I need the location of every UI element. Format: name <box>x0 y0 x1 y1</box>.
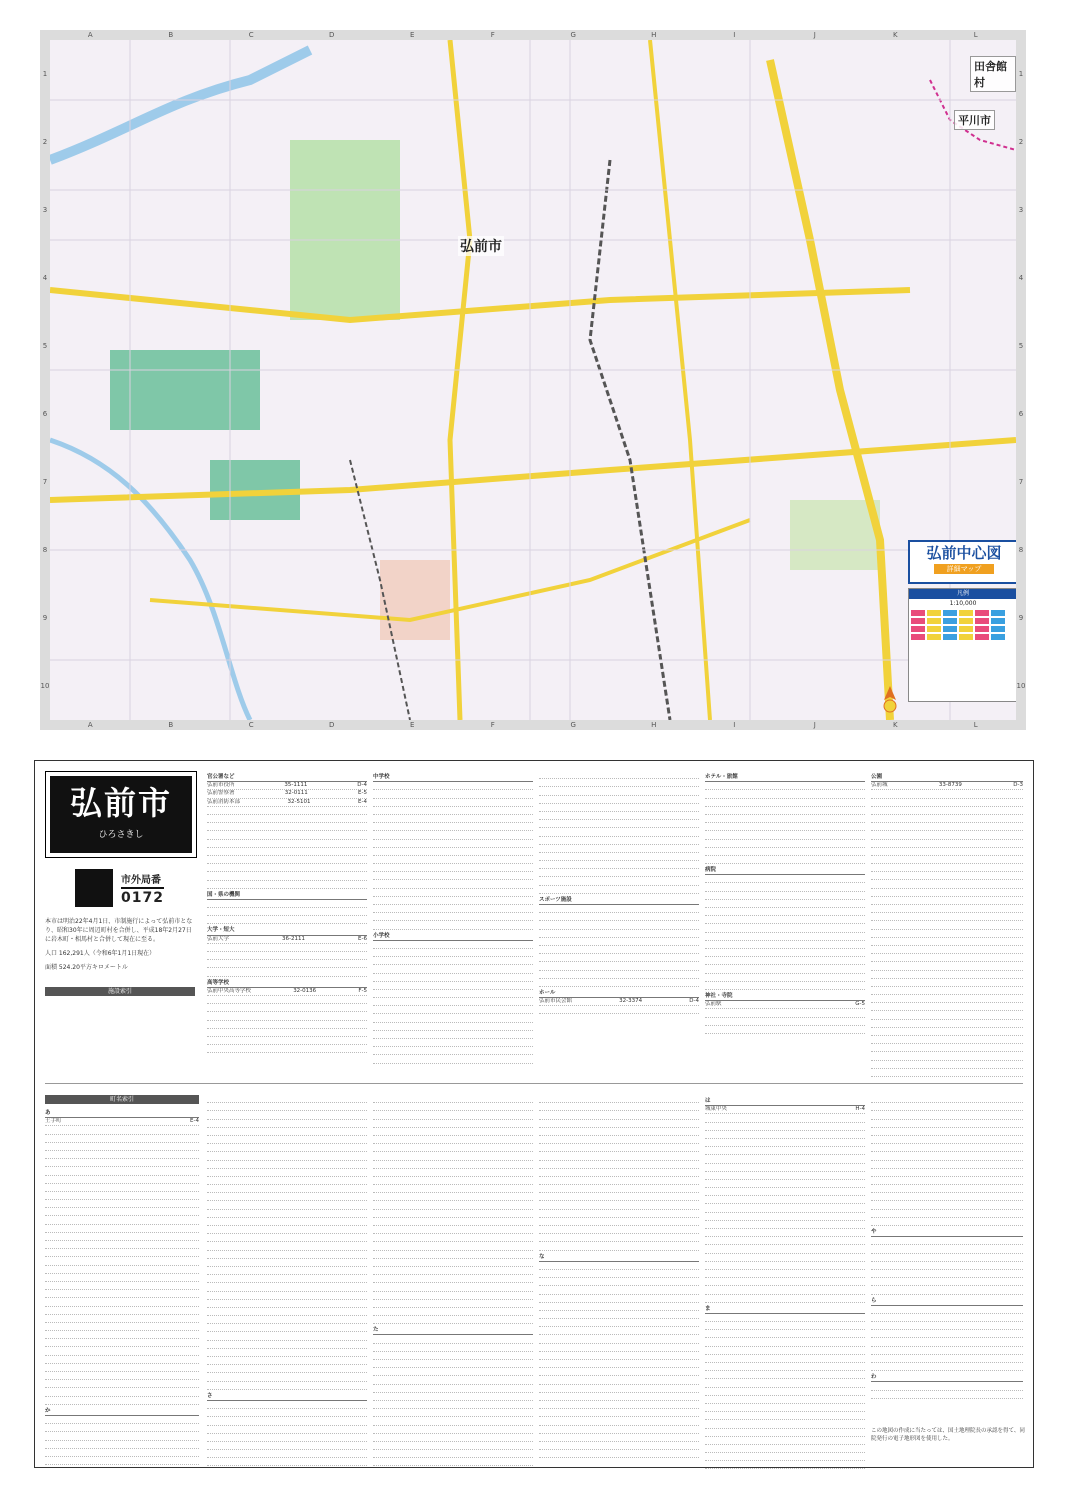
iwaki-river <box>50 50 310 160</box>
area-code-number: 0172 <box>121 887 164 906</box>
hirosaki-park <box>290 140 400 320</box>
index-city-title: 弘前市 <box>69 784 172 822</box>
park-southeast <box>790 500 880 570</box>
town-column-3: た <box>373 1095 533 1466</box>
facility-column-1: 官公署など 弘前市役所 35-1111 D-4 弘前警察署 32-0111 E-5 弘前消防本部 32-5101 E-4 国・県の機関 大学・短大 弘前大学 36-2111 E-6 高等学校 弘前中央高等学校 32-0136 F-5 <box>207 771 367 1053</box>
map-frame <box>40 30 1026 730</box>
list-item[interactable]: 弘前駅 G-5 <box>705 1001 865 1009</box>
neighbor-label-inakadate: 田舎館村 <box>970 56 1016 92</box>
town-column-6: や ら わ <box>871 1095 1023 1399</box>
grid-letter: E <box>410 31 415 39</box>
map-title: 弘前中心図 <box>926 544 1002 562</box>
index-city-reading: ひろさきし <box>98 830 144 840</box>
grid-number: 3 <box>42 206 48 214</box>
grid-letter: D <box>329 721 335 729</box>
grid-number: 10 <box>1016 682 1026 690</box>
grid-number: 1 <box>1018 70 1024 78</box>
grid-letter: K <box>892 721 898 729</box>
grid-letter: L <box>973 31 978 39</box>
map-canvas[interactable] <box>50 40 1016 720</box>
grid-number: 10 <box>40 682 50 690</box>
area-code-label: 市外局番 <box>121 875 161 886</box>
list-item[interactable]: 土手町 E-4 <box>45 1118 199 1126</box>
grid-number: 2 <box>42 138 48 146</box>
facility-column-4: ホテル・旅館 病院 神社・寺院 弘前駅 G-5 <box>705 771 865 1034</box>
grid-letter: K <box>892 31 898 39</box>
list-item[interactable]: 弘前中央高等学校 32-0136 F-5 <box>207 988 367 996</box>
grid-numbers-left <box>40 40 50 720</box>
grid-letter: D <box>329 31 335 39</box>
grid-number: 6 <box>42 410 48 418</box>
grid-number: 6 <box>1018 410 1024 418</box>
list-item[interactable]: 弘前警察署 32-0111 E-5 <box>207 790 367 798</box>
town-index-header: 町名索引 <box>45 1095 199 1104</box>
map-legend <box>908 588 1016 702</box>
grid-letter: I <box>733 721 736 729</box>
legend-title: 凡例 <box>909 589 1016 599</box>
grid-letter: C <box>248 721 254 729</box>
grid-letter: A <box>87 721 93 729</box>
north-arrow-icon <box>882 686 898 714</box>
grid-number: 4 <box>1018 274 1024 282</box>
facility-column-2: 中学校 小学校 <box>373 771 533 1064</box>
list-item[interactable]: 弘前大学 36-2111 E-6 <box>207 936 367 944</box>
city-notes <box>45 917 195 977</box>
grid-number: 4 <box>42 274 48 282</box>
main-road-east-west-south <box>50 440 1016 500</box>
grid-letter: G <box>570 721 576 729</box>
grid-number: 7 <box>42 478 48 486</box>
grid-number: 8 <box>1018 546 1024 554</box>
grid-number: 2 <box>1018 138 1024 146</box>
grid-numbers-right <box>1016 40 1026 720</box>
index-panel <box>34 760 1034 1468</box>
list-item[interactable]: 弘前消防本部 32-5101 E-4 <box>207 799 367 807</box>
grid-letter: J <box>813 31 816 39</box>
bypass-road <box>770 60 890 720</box>
jr-ou-line <box>590 160 670 720</box>
map-scale: 1:10,000 <box>949 600 977 607</box>
grid-letter: I <box>733 31 736 39</box>
grid-letter: L <box>973 721 978 729</box>
list-item[interactable]: 城東中央 H-4 <box>705 1106 865 1114</box>
city-logo-box <box>45 771 197 858</box>
city-emblem-icon <box>75 869 113 907</box>
neighbor-label-hirakawa: 平川市 <box>954 110 995 130</box>
grid-number: 9 <box>1018 614 1024 622</box>
grid-letter: C <box>248 31 254 39</box>
grid-letter: A <box>87 31 93 39</box>
grid-letter: B <box>168 31 174 39</box>
town-column-4: な <box>539 1095 699 1458</box>
map-title-box <box>908 540 1016 584</box>
town-column-1: あ 土手町 E-4 か <box>45 1107 199 1465</box>
legend-symbols <box>909 608 1016 642</box>
grid-number: 9 <box>42 614 48 622</box>
town-column-2: さ <box>207 1095 367 1466</box>
grid-letter: F <box>490 31 495 39</box>
facility-column-3: スポーツ施設 ホール 弘前市民会館 32-3374 D-4 <box>539 771 699 1014</box>
grid-letter: B <box>168 721 174 729</box>
grid-letter: G <box>570 31 576 39</box>
grid-number: 5 <box>1018 342 1024 350</box>
cemetery-area-west <box>110 350 260 430</box>
grid-letter: J <box>813 721 816 729</box>
map-title-sub: 詳細マップ <box>934 564 994 574</box>
facility-column-5: 公園 弘前城 33-8739 D-3 <box>871 771 1023 1077</box>
main-road-east-west-north <box>50 290 910 320</box>
grid-letter: H <box>651 721 657 729</box>
grid-letters-top <box>50 30 1016 40</box>
list-item[interactable]: 弘前城 33-8739 D-3 <box>871 782 1023 790</box>
note-population: 人口 162,291人（令和6年1月1日現在） <box>45 950 156 957</box>
main-road-north-south <box>450 40 470 720</box>
grid-letter: H <box>651 31 657 39</box>
note-area: 面積 524.20平方キロメートル <box>45 964 128 971</box>
grid-letters-bottom <box>50 720 1016 730</box>
area-code-block <box>75 869 195 909</box>
copyright-footnote: この地図の作成に当たっては、国土地理院長の承認を得て、同院発行の電子地形図を使用した。 <box>871 1428 1025 1442</box>
map-drawing <box>50 40 1016 720</box>
note-history: 本市は明治22年4月1日、市制施行によって弘前市となり、昭和30年に周辺町村を合併し、平成18年2月27日に岩木町・相馬村と合併して現在に至る。 <box>45 918 193 943</box>
grid-number: 3 <box>1018 206 1024 214</box>
grid-letter: E <box>410 721 415 729</box>
facility-index-header: 施設索引 <box>45 987 195 996</box>
road-east <box>650 40 710 720</box>
grid-number: 8 <box>42 546 48 554</box>
grid-number: 1 <box>42 70 48 78</box>
section-divider <box>45 1083 1023 1084</box>
city-name-label: 弘前市 <box>458 236 504 256</box>
grid-letter: F <box>490 721 495 729</box>
grid-number: 5 <box>42 342 48 350</box>
grid-number: 7 <box>1018 478 1024 486</box>
town-column-5: は 城東中央 H-4 ま <box>705 1095 865 1469</box>
list-item[interactable]: 弘前市民会館 32-3374 D-4 <box>539 998 699 1006</box>
list-item[interactable]: 弘前市役所 35-1111 D-4 <box>207 782 367 790</box>
